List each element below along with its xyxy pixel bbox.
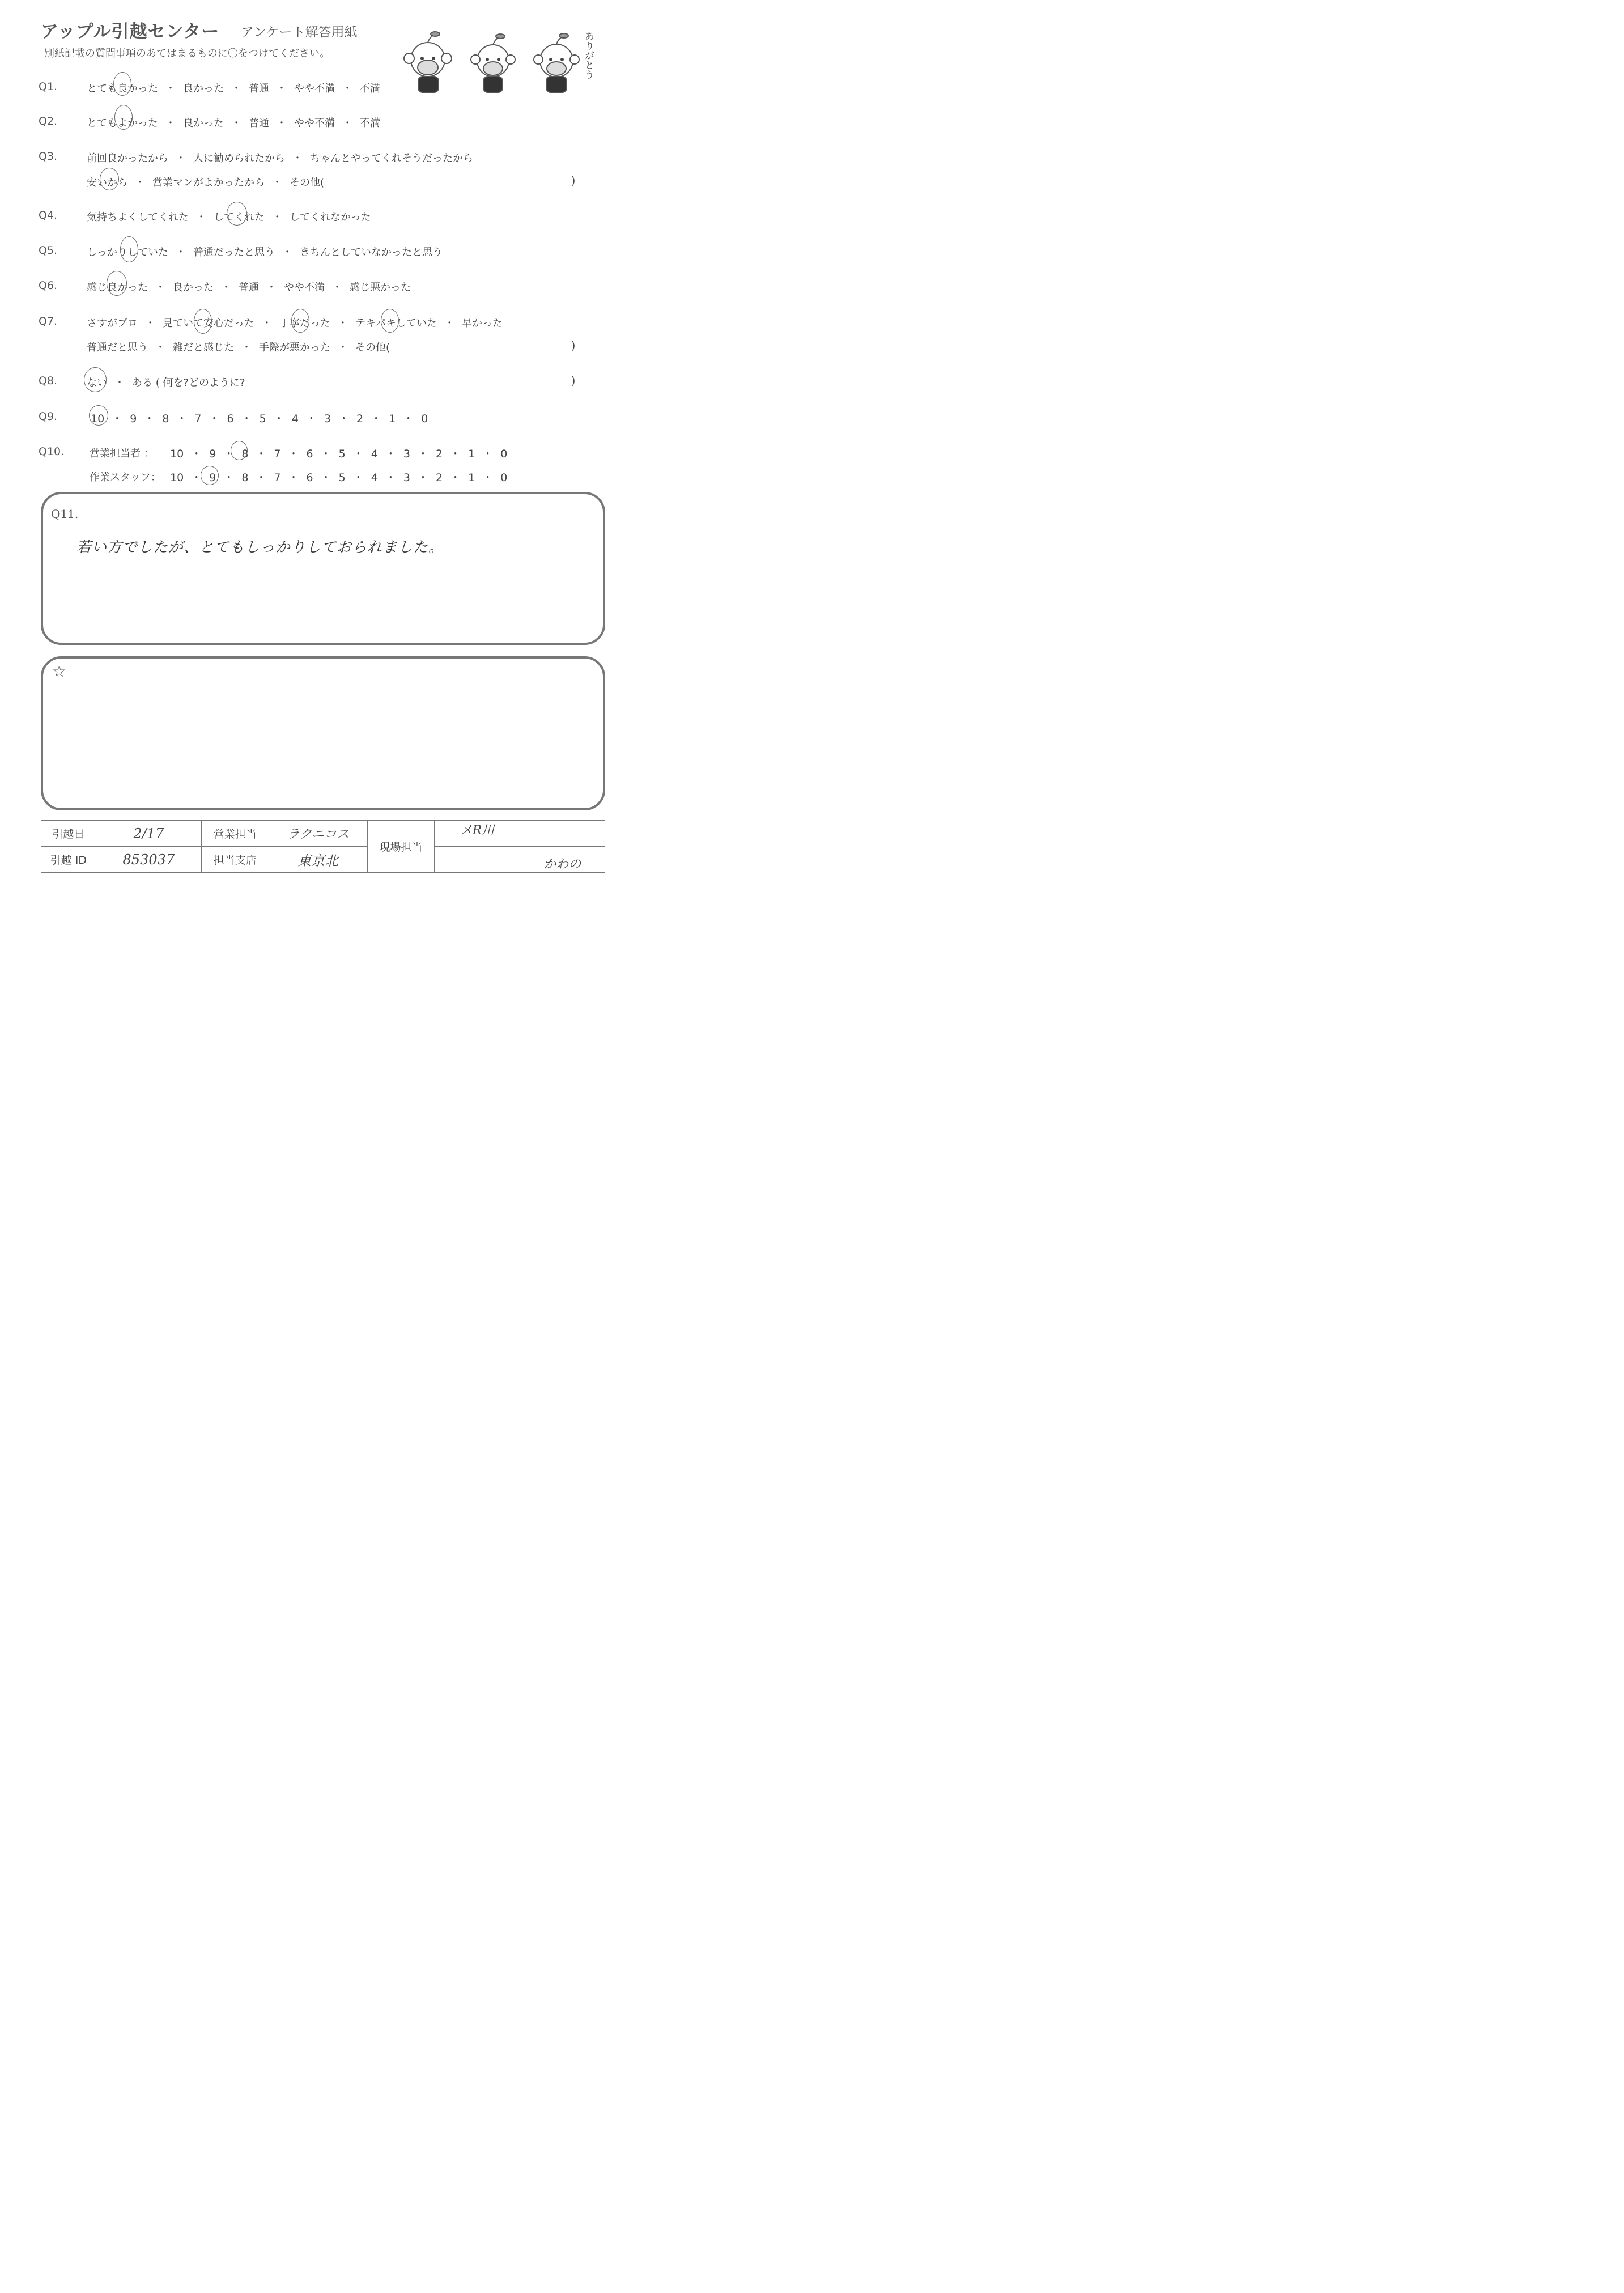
q10-sales-scale: 10 ・ 9 ・ 8 ・ 7 ・ 6 ・ 5 ・ 4 ・ 3 ・ 2 ・ 1 ・ 0	[170, 448, 508, 460]
q6-label: Q6.	[39, 279, 58, 292]
q10-sales-score[interactable]: 3	[403, 448, 410, 460]
q4-label: Q4.	[39, 209, 58, 222]
q1-option[interactable]: 不満	[360, 83, 380, 95]
q10-staff-scale: 10 ・ 9 ・ 8 ・ 7 ・ 6 ・ 5 ・ 4 ・ 3 ・ 2 ・ 1 ・ 0	[170, 472, 508, 484]
q5-option[interactable]: 普通だったと思う	[193, 247, 275, 258]
q6-option[interactable]: 感じ悪かった	[350, 282, 411, 294]
q3-option[interactable]: 安いから	[87, 177, 127, 189]
q7-answer-circle	[291, 309, 309, 333]
sales-rep-label: 営業担当	[202, 821, 269, 847]
q3-close-paren: )	[571, 175, 576, 187]
q9-score[interactable]: 1	[389, 413, 396, 425]
q1-option[interactable]: 良かった	[183, 83, 224, 95]
q7-option[interactable]: 普通だと思う	[87, 342, 148, 354]
q6-option[interactable]: 普通	[239, 282, 259, 294]
q2-label: Q2.	[39, 115, 58, 128]
q9-score[interactable]: 7	[194, 413, 202, 425]
q5-option[interactable]: きちんとしていなかったと思う	[300, 247, 443, 258]
q10-sales-score[interactable]: 7	[274, 448, 281, 460]
q7-option[interactable]: 丁寧だった	[279, 317, 330, 329]
q10-sales-score[interactable]: 6	[306, 448, 313, 460]
q9-score[interactable]: 8	[162, 413, 169, 425]
q7-answer-circle	[194, 309, 212, 334]
site-rep-value-extra[interactable]	[435, 847, 520, 873]
q2-option[interactable]: 普通	[249, 117, 269, 129]
instruction-text: 別紙記載の質問事項のあてはまるものに〇をつけてください。	[44, 48, 330, 60]
q9-score[interactable]: 5	[259, 413, 266, 425]
q4-options: 気持ちよくしてくれた ・ してくれた ・ してくれなかった	[87, 211, 371, 223]
mascot-illustration	[397, 20, 601, 99]
q10-sales-answer-circle	[231, 441, 248, 460]
q4-answer-circle	[227, 202, 247, 226]
q1-option[interactable]: やや不満	[294, 83, 335, 95]
q10-sales-score[interactable]: 8	[241, 448, 249, 460]
q10-staff-score[interactable]: 10	[170, 472, 184, 484]
q1-option[interactable]: 普通	[249, 83, 269, 95]
sales-rep-value[interactable]: ラクニコス	[269, 821, 367, 847]
q6-option[interactable]: やや不満	[284, 282, 325, 294]
q3-option[interactable]: その他(	[290, 177, 325, 189]
q2-option[interactable]: 不満	[360, 117, 380, 129]
q1-answer-circle	[113, 72, 131, 96]
q8-answer-circle	[84, 367, 107, 392]
q3-options-line2: 安いから ・ 営業マンがよかったから ・ その他(	[87, 177, 325, 189]
move-date-label: 引越日	[41, 821, 96, 847]
site-rep-signature[interactable]: かわの	[520, 847, 605, 873]
form-title: アンケート解答用紙	[241, 25, 358, 40]
q10-sales-score[interactable]: 1	[468, 448, 475, 460]
q8-close-paren: )	[571, 375, 576, 387]
site-rep-value-extra[interactable]	[520, 821, 605, 847]
move-id-label: 引越 ID	[41, 847, 96, 873]
q9-score[interactable]: 4	[291, 413, 299, 425]
q1-options: とても良かった ・ 良かった ・ 普通 ・ やや不満 ・ 不満	[87, 83, 380, 95]
q9-score[interactable]: 2	[356, 413, 364, 425]
q5-label: Q5.	[39, 244, 58, 257]
comment-box[interactable]	[41, 492, 605, 645]
q10-staff-score[interactable]: 1	[468, 472, 475, 484]
q10-staff-score[interactable]: 7	[274, 472, 281, 484]
q2-option[interactable]: 良かった	[183, 117, 224, 129]
q2-option[interactable]: とてもよかった	[87, 117, 158, 129]
q6-option[interactable]: 感じ良かった	[87, 282, 148, 294]
q9-score[interactable]: 3	[324, 413, 331, 425]
q10-sales-score[interactable]: 0	[500, 448, 508, 460]
q4-option[interactable]: 気持ちよくしてくれた	[87, 211, 189, 223]
q10-staff-score[interactable]: 9	[209, 472, 216, 484]
q7-options-line2: 普通だと思う ・ 雑だと感じた ・ 手際が悪かった ・ その他(	[87, 342, 390, 354]
q10-sales-score[interactable]: 9	[209, 448, 216, 460]
q2-option[interactable]: やや不満	[294, 117, 335, 129]
q7-close-paren: )	[571, 339, 576, 352]
q8-label: Q8.	[39, 375, 58, 387]
q8-options: ない ・ ある ( 何を?どのように?	[87, 377, 245, 389]
company-name: アップル引越センター	[41, 22, 220, 42]
q9-scale: 10 ・ 9 ・ 8 ・ 7 ・ 6 ・ 5 ・ 4 ・ 3 ・ 2 ・ 1 ・ 0	[91, 413, 428, 425]
q10-sales-score[interactable]: 5	[338, 448, 346, 460]
q7-option[interactable]: 手際が悪かった	[259, 342, 330, 354]
q3-option[interactable]: 営業マンがよかったから	[152, 177, 265, 189]
q10-label: Q10.	[39, 445, 65, 458]
q1-option[interactable]: とても良かった	[87, 83, 158, 95]
q9-score[interactable]: 0	[421, 413, 428, 425]
q6-option[interactable]: 良かった	[173, 282, 214, 294]
q10-staff-score[interactable]: 5	[338, 472, 346, 484]
q3-label: Q3.	[39, 150, 58, 163]
move-date-value[interactable]: 2/17	[96, 821, 202, 847]
site-rep-value[interactable]: メR川	[435, 821, 520, 847]
q9-label: Q9.	[39, 410, 58, 423]
move-id-value[interactable]: 853037	[96, 847, 202, 873]
q10-sales-score[interactable]: 10	[170, 448, 184, 460]
q10-staff-score[interactable]: 3	[403, 472, 410, 484]
q3-option[interactable]: 前回良かったから	[87, 152, 168, 164]
q3-option[interactable]: ちゃんとやってくれそうだったから	[310, 152, 473, 164]
star-icon: ☆	[52, 662, 67, 681]
move-info-table	[41, 820, 605, 873]
q7-option[interactable]: 早かった	[462, 317, 503, 329]
q7-option[interactable]: その他(	[355, 342, 390, 354]
q4-option[interactable]: してくれた	[214, 211, 265, 223]
q5-option[interactable]: しっかりしていた	[87, 247, 168, 258]
q7-answer-circle	[381, 309, 399, 333]
q10-sales-score[interactable]: 2	[435, 448, 443, 460]
q10-staff-answer-circle	[201, 466, 219, 485]
q7-option[interactable]: テキパキしていた	[355, 317, 437, 329]
q7-option[interactable]: 見ていて安心だった	[163, 317, 254, 329]
q9-score[interactable]: 10	[91, 413, 105, 425]
q8-option[interactable]: ある ( 何を?どのように?	[132, 377, 245, 389]
q10-staff-score[interactable]: 2	[435, 472, 443, 484]
q2-options: とてもよかった ・ 良かった ・ 普通 ・ やや不満 ・ 不満	[87, 117, 380, 129]
q9-answer-circle	[89, 405, 108, 426]
q1-label: Q1.	[39, 80, 58, 93]
branch-label: 担当支店	[202, 847, 269, 873]
q6-options: 感じ良かった ・ 良かった ・ 普通 ・ やや不満 ・ 感じ悪かった	[87, 282, 411, 294]
q3-option[interactable]: 人に勧められたから	[193, 152, 285, 164]
q9-score[interactable]: 6	[227, 413, 234, 425]
q5-answer-circle	[120, 236, 138, 262]
q7-options-line1: さすがプロ ・ 見ていて安心だった ・ 丁寧だった ・ テキパキしていた ・ 早かった	[87, 317, 503, 329]
q7-option[interactable]: 雑だと感じた	[173, 342, 234, 354]
q10-staff-score[interactable]: 6	[306, 472, 313, 484]
comment-box-label: Q11.	[51, 507, 79, 521]
q2-answer-circle	[114, 105, 133, 130]
q10-sales-score[interactable]: 4	[371, 448, 378, 460]
mascot-text: ありがとう	[583, 31, 594, 79]
q3-answer-circle	[100, 168, 119, 190]
q5-options: しっかりしていた ・ 普通だったと思う ・ きちんとしていなかったと思う	[87, 247, 443, 258]
q7-option[interactable]: さすがプロ	[87, 317, 138, 329]
q3-options-line1: 前回良かったから ・ 人に勧められたから ・ ちゃんとやってくれそうだったから	[87, 152, 473, 164]
q10-staff-label: 作業スタッフ：	[90, 472, 161, 483]
q6-answer-circle	[107, 271, 127, 296]
branch-value[interactable]: 東京北	[269, 847, 367, 873]
q7-label: Q7.	[39, 315, 58, 328]
q10-staff-score[interactable]: 4	[371, 472, 378, 484]
q4-option[interactable]: してくれなかった	[290, 211, 371, 223]
free-note-box[interactable]	[41, 656, 605, 810]
q10-sales-label: 営業担当者 ：	[90, 448, 154, 460]
q9-score[interactable]: 9	[130, 413, 137, 425]
comment-handwritten-text: 若い方でしたが、とてもしっかりしておられました。	[76, 539, 444, 556]
q10-staff-score[interactable]: 0	[500, 472, 508, 484]
site-rep-label: 現場担当	[367, 821, 434, 873]
q10-staff-score[interactable]: 8	[241, 472, 249, 484]
q8-option[interactable]: ない	[87, 377, 107, 389]
